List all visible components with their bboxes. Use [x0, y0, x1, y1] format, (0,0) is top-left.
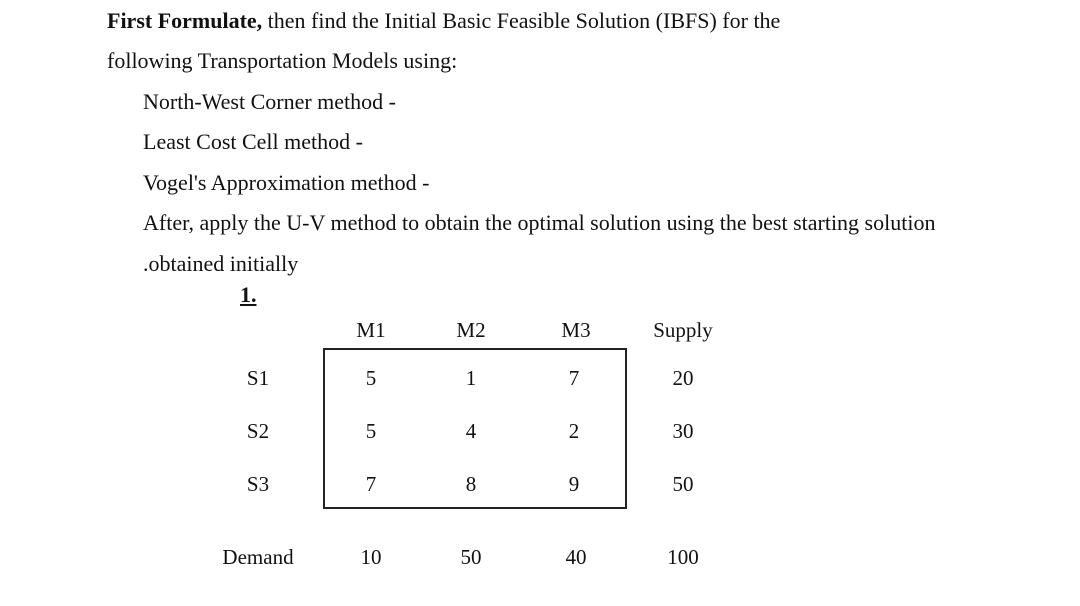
cost-s3-m3: 9: [568, 472, 580, 496]
cost-s2-m2: 4: [465, 419, 477, 443]
cost-s3-m1: 7: [365, 472, 377, 496]
instruction-bold-lead: First Formulate,: [107, 8, 263, 33]
demand-m2: 50: [460, 545, 482, 569]
column-header-m2: M2: [456, 318, 486, 342]
cost-s1-m1: 5: [365, 366, 377, 390]
method-north-west-corner: North-West Corner method -: [143, 89, 396, 114]
instruction-line-1-rest: then find the Initial Basic Feasible Solution (IBFS) for the: [262, 8, 781, 33]
supply-s2: 30: [672, 419, 694, 443]
method-vogel-approximation: Vogel's Approximation method -: [143, 170, 430, 195]
row-label-s1: S1: [246, 366, 270, 390]
uv-method-line-2: .obtained initially: [143, 251, 299, 276]
demand-m1: 10: [360, 545, 382, 569]
cost-s1-m2: 1: [465, 366, 477, 390]
cost-s2-m1: 5: [365, 419, 377, 443]
cost-s3-m2: 8: [465, 472, 477, 496]
uv-method-line-1: After, apply the U-V method to obtain the optimal solution using the best starting solution: [143, 210, 936, 235]
cost-s1-m3: 7: [568, 366, 580, 390]
supply-s3: 50: [672, 472, 694, 496]
cost-s2-m3: 2: [568, 419, 580, 443]
instruction-line-2: following Transportation Models using:: [107, 48, 458, 73]
instruction-line-1: [107, 10, 780, 32]
supply-s1: 20: [672, 366, 694, 390]
demand-label: Demand: [222, 545, 294, 569]
row-label-s2: S2: [246, 419, 270, 443]
column-header-m1: M1: [356, 318, 386, 342]
problem-number: 1.: [240, 282, 257, 307]
column-header-supply: Supply: [653, 318, 713, 342]
column-header-m3: M3: [561, 318, 591, 342]
demand-m3: 40: [565, 545, 587, 569]
row-label-s3: S3: [246, 472, 270, 496]
method-least-cost-cell: Least Cost Cell method -: [143, 129, 363, 154]
total-supply-demand: 100: [667, 545, 699, 569]
